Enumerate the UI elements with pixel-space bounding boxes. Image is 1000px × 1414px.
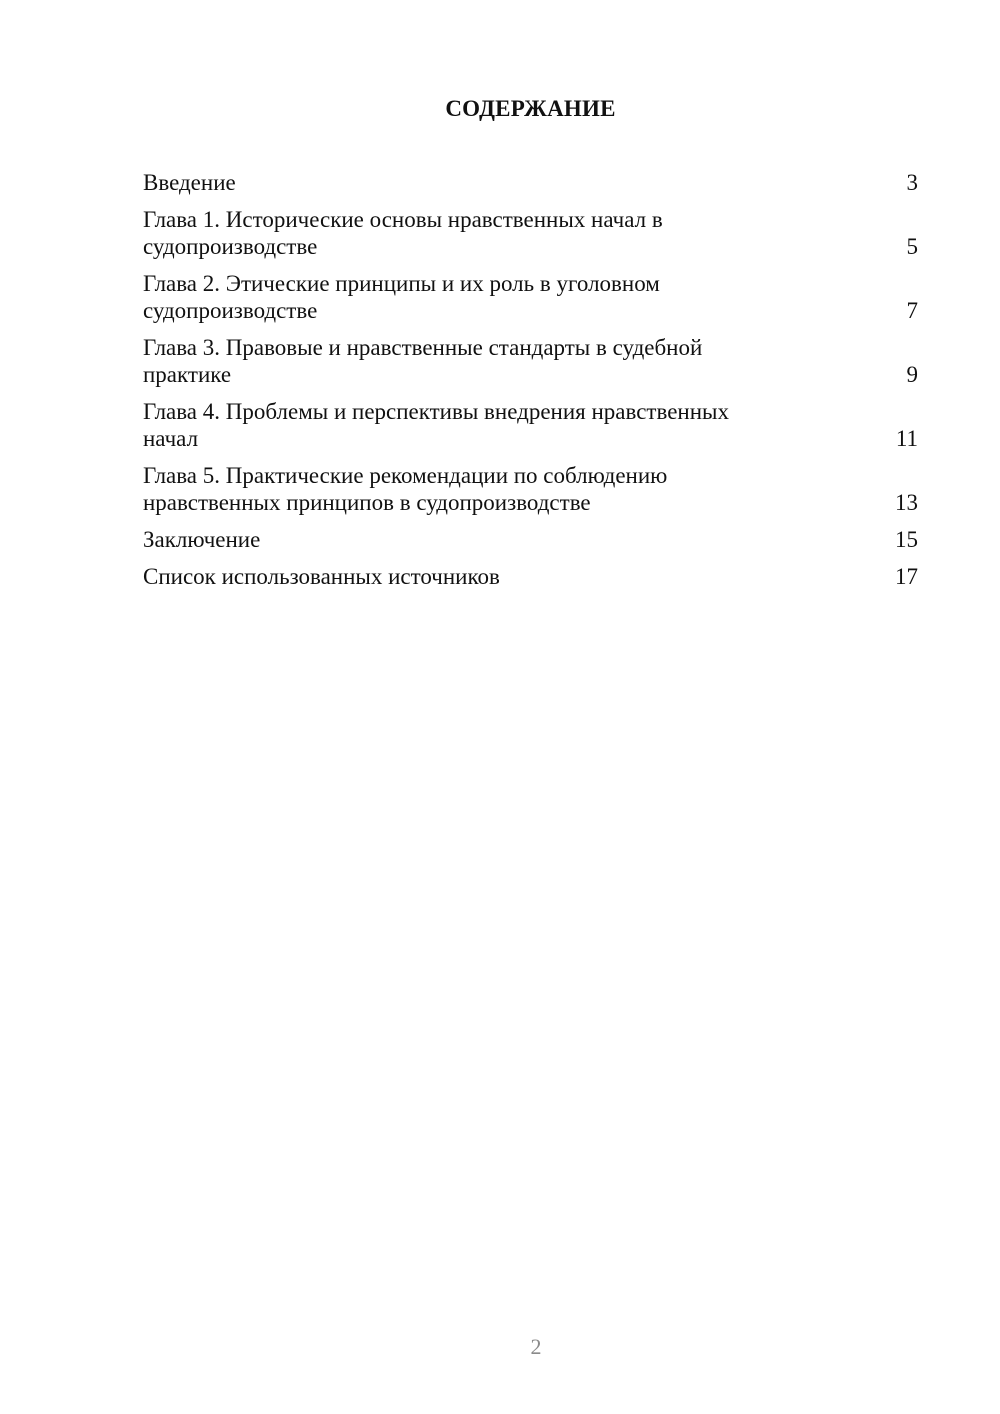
toc-item (143, 526, 918, 553)
table-of-contents (143, 169, 918, 600)
toc-item-title (143, 563, 798, 590)
toc-item-title (143, 206, 798, 260)
toc-item-title-line: Глава 4. Проблемы и перспективы внедрения нравственных (143, 399, 729, 424)
toc-item-title (143, 334, 798, 388)
toc-item-title-line: судопроизводстве (143, 234, 318, 259)
toc-item-title (143, 462, 798, 516)
toc-item-title-line: Список использованных источников (143, 564, 500, 589)
toc-item (143, 334, 918, 388)
toc-item-page-number: 17 (895, 564, 918, 589)
toc-item-page-number: 13 (895, 490, 918, 515)
toc-item (143, 563, 918, 590)
toc-item (143, 398, 918, 452)
page-title: СОДЕРЖАНИЕ (445, 96, 616, 121)
toc-item-title-line: Введение (143, 170, 236, 195)
toc-item-page-number: 15 (895, 527, 918, 552)
toc-item (143, 206, 918, 260)
toc-item-title-line: Глава 5. Практические рекомендации по соблюдению (143, 463, 668, 488)
toc-item-page-number: 9 (906, 362, 918, 387)
toc-item-title-line: Глава 2. Этические принципы и их роль в уголовном (143, 271, 660, 296)
toc-item-title-line: Заключение (143, 527, 261, 552)
toc-item (143, 270, 918, 324)
toc-item-title (143, 398, 798, 452)
toc-item-title (143, 270, 798, 324)
toc-item-page-number: 5 (906, 234, 918, 259)
toc-item-title-line: Глава 3. Правовые и нравственные стандарты в судебной (143, 335, 703, 360)
toc-item (143, 462, 918, 516)
toc-item-title (143, 526, 798, 553)
toc-item-title-line: Глава 1. Исторические основы нравственных начал в (143, 207, 663, 232)
toc-item-title-line: судопроизводстве (143, 298, 318, 323)
toc-item-page-number: 7 (906, 298, 918, 323)
toc-item (143, 169, 918, 196)
toc-item-title-line: нравственных принципов в судопроизводстве (143, 490, 591, 515)
toc-item-title-line: начал (143, 426, 199, 451)
toc-item-title (143, 169, 798, 196)
toc-item-title-line: практике (143, 362, 232, 387)
page-number: 2 (530, 1334, 542, 1359)
toc-item-page-number: 11 (895, 426, 918, 451)
toc-item-page-number: 3 (906, 170, 918, 195)
